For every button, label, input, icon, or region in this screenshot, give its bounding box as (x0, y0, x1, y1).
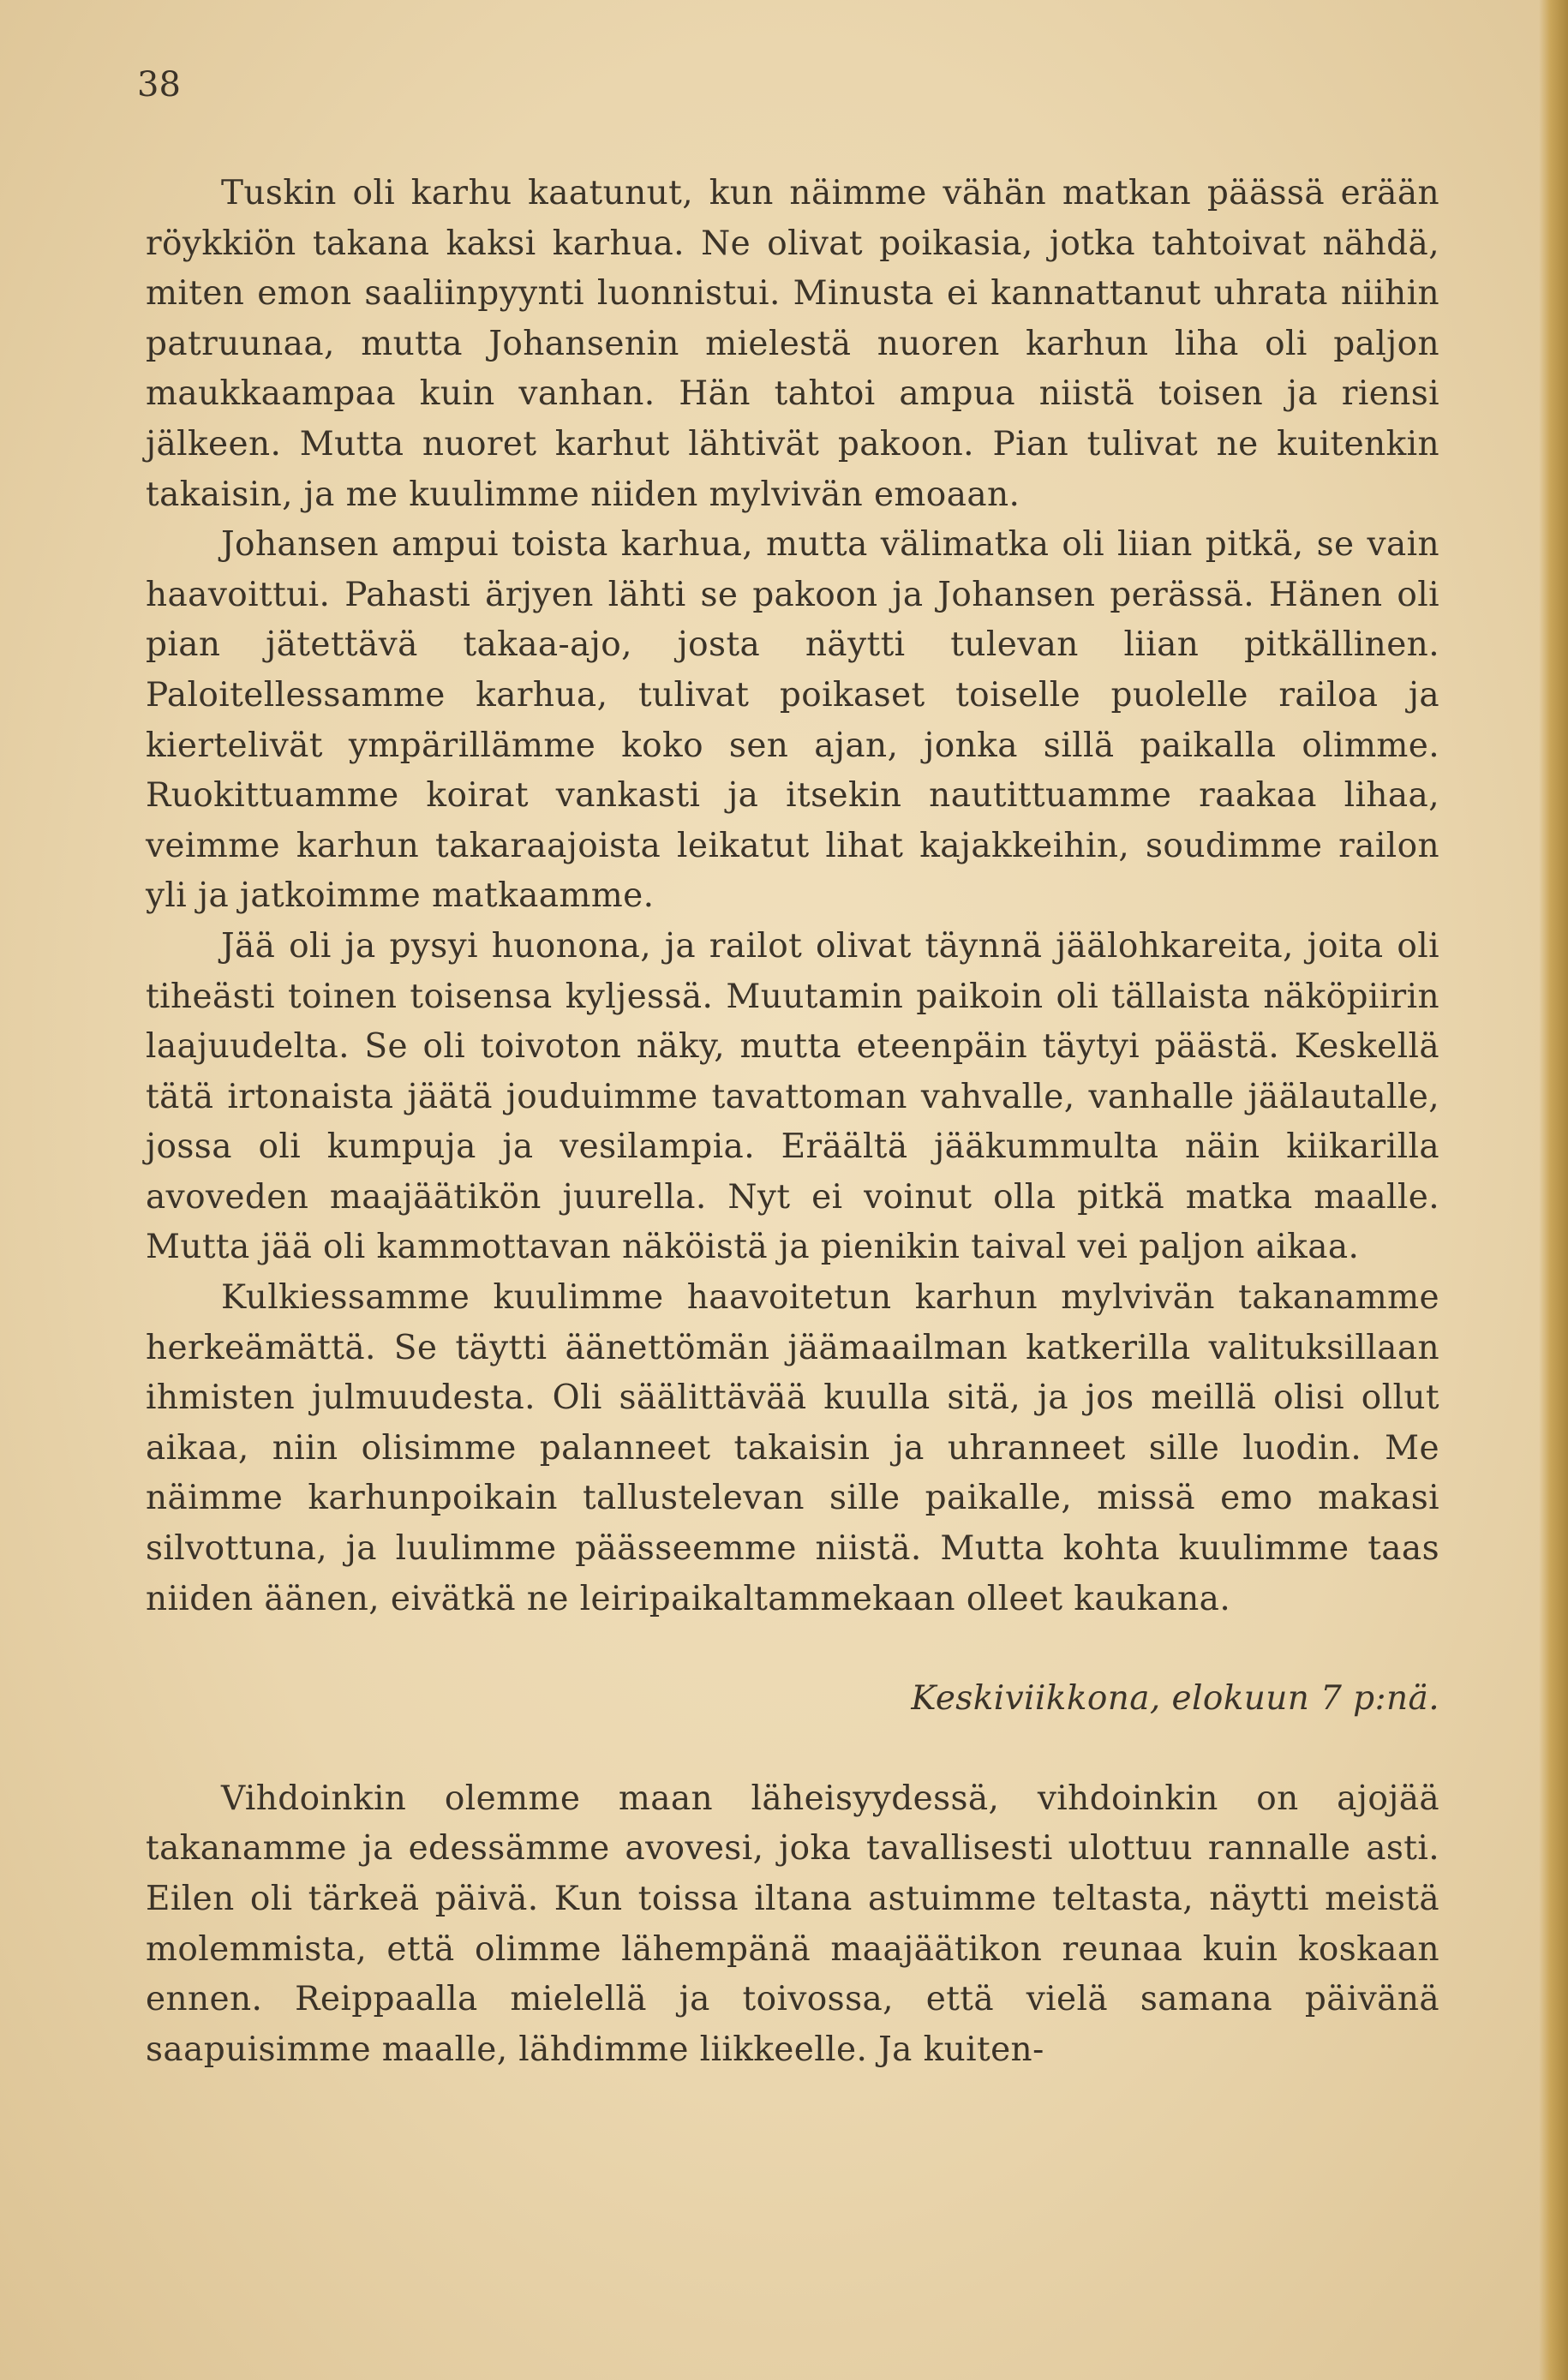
paragraph-2: Johansen ampui toista karhua, mutta välimatka oli liian pitkä, se vain haavoittui. Pahasti ärjyen lähti se pakoon ja Johansen perässä. Hänen oli pian jätettävä takaa-ajo, josta näytti tulevan liian pitkällinen. Paloitellessamme karhua, tulivat poikaset toiselle puolelle railoa ja kiertelivät ympärillämme koko sen ajan, jonka sillä paikalla olimme. Ruokittuamme koirat vankasti ja itsekin nautittuamme raakaa lihaa, veimme karhun takaraajoista leikatut lihat kajakkeihin, soudimme railon yli ja jatkoimme matkaamme. (146, 525, 1439, 916)
body-text (146, 169, 1439, 2075)
paragraph-4: Kulkiessamme kuulimme haavoitetun karhun mylvivän takanamme herkeämättä. Se täytti äänettömän jäämaailman katkerilla valituksillaan ihmisten julmuudesta. Oli säälittävää kuulla sitä, ja jos meillä olisi ollut aikaa, niin olisimme palanneet takaisin ja uhranneet sille luodin. Me näimme karhunpoikain tallustelevan sille paikalle, missä emo makasi silvottuna, ja luulimme päässeemme niistä. Mutta kohta kuulimme taas niiden äänen, eivätkä ne leiripaikaltammekaan olleet kaukana. (146, 1278, 1439, 1618)
dateline: Keskiviikkona, elokuun 7 p:nä. (911, 1679, 1439, 1719)
page-edge-shadow (1539, 0, 1568, 2380)
paragraph-5: Vihdoinkin olemme maan läheisyydessä, vihdoinkin on ajojää takanamme ja edessämme avovesi, joka tavallisesti ulottuu rannalle asti. Eilen oli tärkeä päivä. Kun toissa iltana astuimme teltasta, näytti meistä molemmista, että olimme lähempänä maajäätikon reunaa kuin koskaan ennen. Reippaalla mielellä ja toivossa, että vielä samana päivänä saapuisimme maalle, lähdimme liikkeelle. Ja kuiten- (146, 1779, 1439, 2069)
paragraph-1: Tuskin oli karhu kaatunut, kun näimme vähän matkan päässä erään röykkiön takana kaksi karhua. Ne olivat poikasia, jotka tahtoivat nähdä, miten emon saaliinpyynti luonnistui. Minusta ei kannattanut uhrata niihin patruunaa, mutta Johansenin mielestä nuoren karhun liha oli paljon maukkaampaa kuin vanhan. Hän tahtoi ampua niistä toisen ja riensi jälkeen. Mutta nuoret karhut lähtivät pakoon. Pian tulivat ne kuitenkin takaisin, ja me kuulimme niiden mylvivän emoaan. (146, 174, 1439, 514)
paragraph-3: Jää oli ja pysyi huonona, ja railot olivat täynnä jäälohkareita, joita oli tiheästi toinen toisensa kyljessä. Muutamin paikoin oli tällaista näköpiirin laajuudelta. Se oli toivoton näky, mutta eteenpäin täytyi päästä. Keskellä tätä irtonaista jäätä jouduimme tavattoman vahvalle, vanhalle jäälautalle, jossa oli kumpuja ja vesilampia. Eräältä jääkummulta näin kiikarilla avoveden maajäätikön juurella. Nyt ei voinut olla pitkä matka maalle. Mutta jää oli kammottavan näköistä ja pienikin taival vei paljon aikaa. (146, 926, 1439, 1267)
page-number: 38 (137, 65, 181, 105)
